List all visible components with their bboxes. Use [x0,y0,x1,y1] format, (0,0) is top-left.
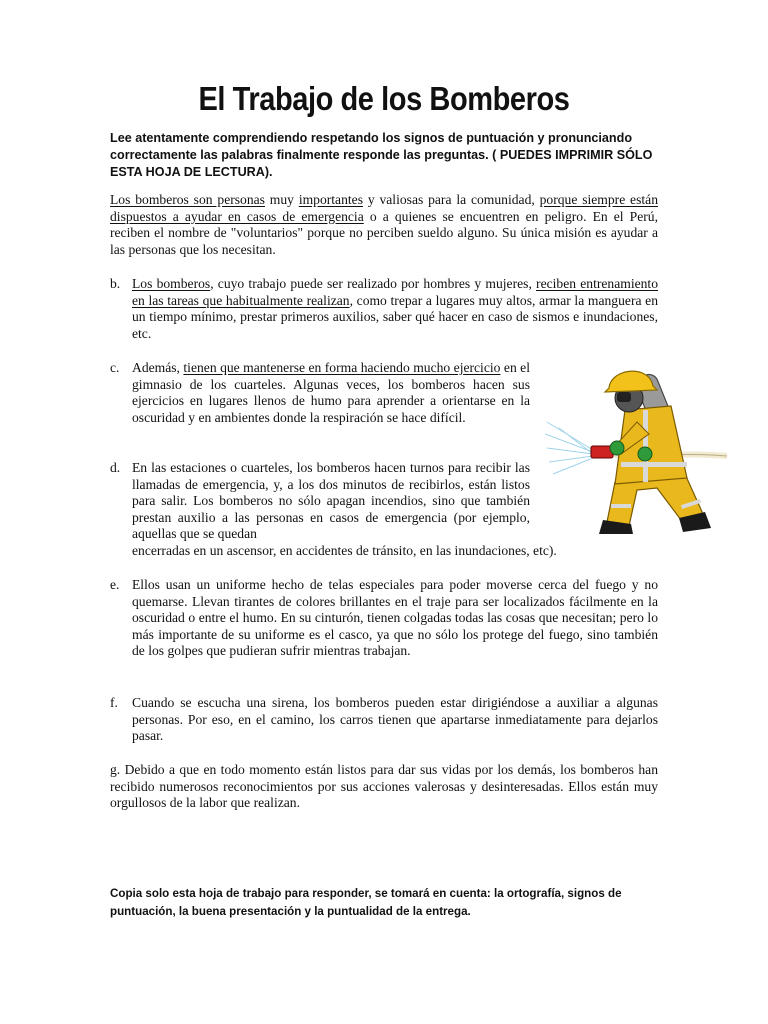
underlined-phrase: Los bomberos [132,276,211,291]
text-segment: en el gimnasio de los cuarteles. Algunas veces, los bomberos hacen sus ejercicios en lugares llenos de humo para aprender a orientarse en la oscuridad y en ambientes donde la respiración se hace difícil. [132,360,530,425]
paragraph-text-tail: encerradas en un ascensor, en accidentes de tránsito, en las inundaciones, etc). [132,542,557,558]
glove-left [610,441,624,455]
item-label: b. [110,276,121,291]
page-title: El Trabajo de los Bomberos [198,80,570,117]
text-segment: o a quienes se encuentren en peligro. En el Perú, reciben el nombre de "voluntarios" porque no perciben sueldo alguno. Su única misión es ayudar a las personas que los necesitan. [110,208,658,257]
underlined-phrase: reciben entrenamiento en las tareas que habitualmente realizan [132,276,658,308]
paragraph-text: Cuando se escucha una sirena, los bomberos pueden estar dirigiéndose a auxiliar a algunas personas. Por eso, en el camino, los carros tienen que apartarse inmediatamente para dejarlos pasar. [132,695,658,743]
underlined-phrase: importantes [298,192,363,207]
footer-note: Copia solo esta hoja de trabajo para responder, se tomará en cuenta: la ortografía, signos de puntuación, la buena presentación y la puntualidad de la entrega. [110,887,622,918]
paragraph-text: Ellos usan un uniforme hecho de telas especiales para poder moverse cerca del fuego y no quemarse. Llevan tirantes de colores brillantes en el traje para ser localizados fácilmente en la oscuridad o entre el humo. En su cinturón, tienen colgadas todas las cosas que necesitan; pero lo más importante de su uniforme es el casco, ya que no sólo los protege del fuego, sino también de los golpes que pudieran sufrir mientras trabajan. [132,577,658,658]
item-label: e. [110,577,120,592]
underlined-phrase: porque siempre están dispuestos a ayudar en casos de emergencia [110,192,658,224]
underlined-phrase: Los bomberos son personas [110,192,265,207]
paragraph-g: g. Debido a que en todo momento están listos para dar sus vidas por los demás, los bomberos han recibido numerosos reconocimientos por sus acciones valerosas y desinteresadas. Ellos están muy orgullosos de la labor que realizan. [110,762,658,810]
text-segment: muy [264,192,299,207]
underlined-phrase: tienen que mantenerse en forma haciendo mucho ejercicio [183,360,501,375]
text-segment: y valiosas para la comunidad, [363,192,540,207]
paragraph-intro [110,192,658,258]
text-segment: , como trepar a lugares muy altos, armar la manguera en un tiempo mínimo, prestar primeros auxilios, saber qué hacer en caso de sismos e inundaciones, etc. [132,292,658,341]
item-label: d. [110,460,121,475]
reading-instructions: Lee atentamente comprendiendo respetando los signos de puntuación y pronunciando correctamente las palabras finalmente responde las preguntas. ( PUEDES IMPRIMIR SÓLO ESTA HOJA DE LECTURA). [110,131,653,179]
glove-right [638,447,652,461]
item-label: c. [110,360,120,375]
paragraph-b [110,276,658,342]
paragraph-text: En las estaciones o cuarteles, los bomberos hacen turnos para recibir las llamadas de emergencia, y, a los dos minutos de recibirlos, están listos para salir. Los bomberos no sólo apagan incendios, sino que también prestan auxilio a las personas en casos de emergencia (por ejemplo, aquellas que se quedan [132,460,530,541]
water-spray [545,422,593,474]
item-label: f. [110,695,118,710]
firefighter-illustration [545,362,735,544]
paragraph-f [110,695,658,745]
text-segment: , cuyo trabajo puede ser realizado por hombres y mujeres, [210,276,537,291]
text-segment: Además, [132,360,184,375]
paragraph-e [110,577,658,660]
